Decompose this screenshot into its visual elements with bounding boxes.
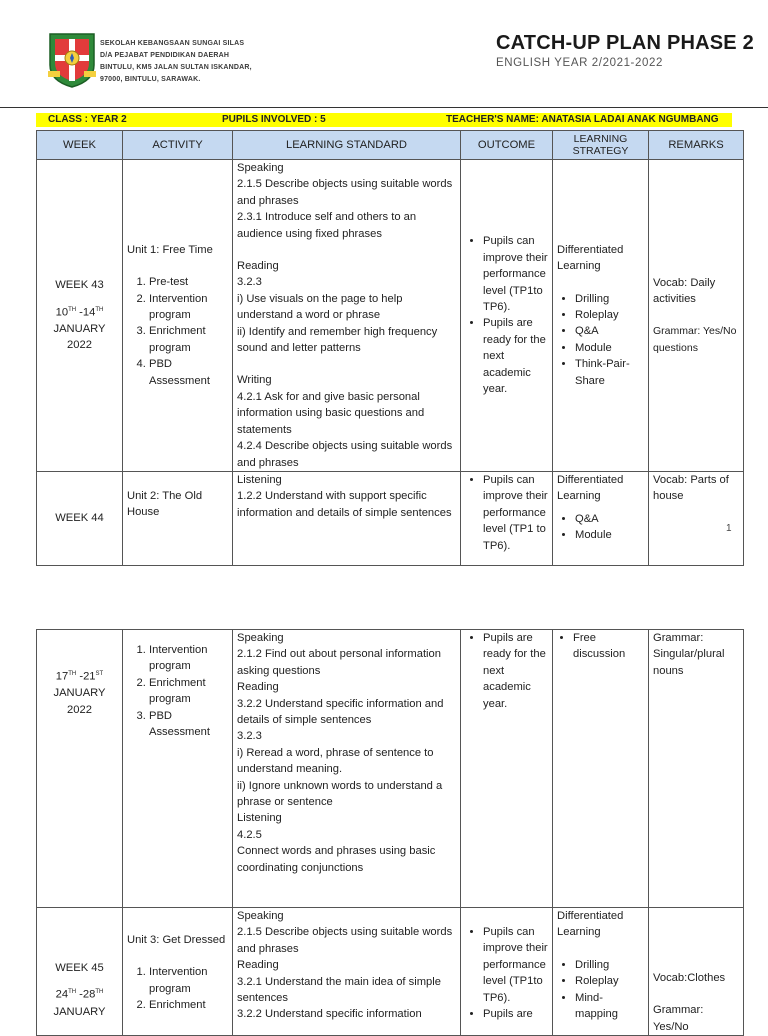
standard-heading: Speaking — [237, 162, 284, 174]
page-number: 1 — [726, 523, 732, 534]
standard-item: 2.1.5 Describe objects using suitable words and phrases — [237, 926, 453, 955]
list-item: • Drilling — [575, 291, 644, 307]
list-item: • Q&A — [575, 511, 644, 527]
week-dates: 17TH -21ST — [55, 670, 104, 683]
list-item: • Mind-mapping — [575, 990, 644, 1023]
strategy-cell — [553, 160, 649, 472]
list-item: 2. Enrichment — [149, 997, 228, 1013]
list-item: 2. Intervention program — [149, 291, 228, 324]
activity-cell — [123, 471, 233, 565]
remarks-cell — [649, 908, 744, 1036]
standard-cell — [233, 630, 461, 908]
activity-cell — [123, 630, 233, 908]
standard-item: 3.2.2 Understand specific information — [237, 1008, 422, 1021]
standard-item: Connect words and phrases using basic coordinating conjunctions — [237, 845, 436, 874]
activity-cell — [123, 908, 233, 1036]
standard-item: 2.1.5 Describe objects using suitable words and phrases — [237, 178, 453, 207]
outcome-cell — [461, 160, 553, 472]
header-divider — [0, 107, 768, 108]
week-cell — [37, 908, 123, 1036]
list-item: • Pupils are — [483, 1006, 548, 1022]
standard-item: 2.1.2 Find out about personal information asking questions — [237, 648, 441, 677]
list-item: • Pupils are ready for the next academic year. — [483, 315, 548, 397]
school-address — [100, 38, 252, 86]
remarks-grammar: Grammar: Singular/plural nouns — [653, 632, 725, 677]
activity-cell — [123, 160, 233, 472]
list-item: 3. Enrichment program — [149, 323, 228, 356]
week-cell — [37, 160, 123, 472]
outcome-list — [465, 924, 548, 1022]
table-row — [37, 160, 744, 472]
school-logo — [47, 31, 97, 89]
activity-title: Unit 3: Get Dressed — [127, 934, 226, 946]
strategy-list — [557, 511, 644, 544]
week-month: JANUARY — [53, 1005, 106, 1018]
list-item: • Roleplay — [575, 307, 644, 323]
week-label: WEEK 45 — [55, 962, 104, 974]
school-address-line: 97000, BINTULU, SARAWAK. — [100, 76, 201, 83]
standard-heading: Listening — [237, 473, 282, 486]
strategy-list — [557, 291, 644, 389]
standard-cell — [233, 160, 461, 472]
standard-item: 4.2.5 — [237, 828, 262, 841]
list-item: • Pupils are ready for the next academic year. — [483, 630, 548, 712]
column-header-remarks: REMARKS — [649, 131, 744, 160]
list-item: 1. Intervention program — [149, 642, 228, 675]
outcome-list — [465, 233, 548, 397]
strategy-list — [557, 957, 644, 1023]
standard-item: 3.2.2 Understand specific information and details of simple sentences — [237, 697, 444, 727]
standard-item: 3.2.1 Understand the main idea of simple sentences — [237, 975, 441, 1005]
document-title: CATCH-UP PLAN PHASE 2 — [496, 32, 754, 54]
outcome-cell — [461, 630, 553, 908]
week-dates: 24TH -28TH — [55, 989, 104, 1002]
remarks-cell — [649, 160, 744, 472]
list-item: • Q&A — [575, 323, 644, 339]
week-year: 2022 — [67, 703, 92, 716]
strategy-cell — [553, 471, 649, 565]
list-item: • Pupils can improve their performance level (TP1 to TP6). — [483, 472, 548, 554]
school-name: SEKOLAH KEBANGSAAN SUNGAI SILAS — [100, 40, 245, 47]
week-cell — [37, 630, 123, 908]
column-header-activity: ACTIVITY — [123, 131, 233, 160]
strategy-title: Differentiated Learning — [557, 243, 624, 273]
plan-table-page-1 — [36, 130, 744, 566]
activity-list — [127, 642, 228, 740]
strategy-list — [557, 630, 644, 663]
teacher-name: TEACHER'S NAME: ANATASIA LADAI ANAK NGUMBANG — [446, 114, 719, 125]
remarks-vocab: Vocab:Clothes — [653, 972, 726, 984]
outcome-list — [465, 472, 548, 554]
outcome-cell — [461, 908, 553, 1036]
standard-heading: Reading — [237, 681, 279, 694]
standard-heading: Speaking — [237, 910, 284, 922]
standard-heading: Speaking — [237, 632, 284, 644]
remarks-vocab: Vocab: Parts of house — [653, 473, 729, 503]
list-item: • Module — [575, 527, 644, 543]
standard-heading: Reading — [237, 260, 279, 273]
standard-cell — [233, 908, 461, 1036]
activity-list — [127, 964, 228, 1013]
class-label: CLASS : YEAR 2 — [48, 114, 127, 125]
remarks-cell — [649, 630, 744, 908]
standard-item: 1.2.2 Understand with support specific information and details of simple sentences — [237, 490, 452, 519]
activity-title: Unit 2: The Old House — [127, 489, 203, 519]
table-row — [37, 471, 744, 565]
table-row — [37, 630, 744, 908]
outcome-cell — [461, 471, 553, 565]
list-item: • Module — [575, 340, 644, 356]
school-address-line: D/A PEJABAT PENDIDIKAN DAERAH — [100, 52, 230, 59]
list-item: • Pupils can improve their performance level (TP1to TP6). — [483, 233, 548, 315]
list-item: • Pupils can improve their performance level (TP1to TP6). — [483, 924, 548, 1006]
standard-item: 4.2.1 Ask for and give basic personal information using basic questions and statements — [237, 390, 425, 436]
list-item: 4. PBD Assessment — [149, 356, 228, 389]
remarks-vocab: Vocab: Daily activities — [653, 276, 716, 306]
column-header-outcome: OUTCOME — [461, 131, 553, 160]
standard-heading: Writing — [237, 374, 272, 387]
week-label: WEEK 44 — [55, 512, 104, 525]
list-item: 1. Pre-test — [149, 274, 228, 290]
standard-item: i) Reread a word, phrase of sentence to understand meaning. — [237, 746, 434, 776]
standard-item: ii) Identify and remember high frequency sound and letter patterns — [237, 325, 438, 355]
standard-item: 2.3.1 Introduce self and others to an audience using fixed phrases — [237, 211, 417, 240]
week-month: JANUARY — [53, 687, 106, 700]
list-item: 1. Intervention program — [149, 964, 228, 997]
remarks-grammar: Grammar: Yes/No — [653, 1004, 704, 1033]
list-item: • Drilling — [575, 957, 644, 973]
list-item: • Roleplay — [575, 973, 644, 989]
standard-item: 3.2.3 — [237, 276, 262, 289]
standard-heading: Reading — [237, 959, 279, 972]
list-item: 2. Enrichment program — [149, 675, 228, 708]
table-header-row — [37, 131, 744, 160]
pupils-involved: PUPILS INVOLVED : 5 — [222, 114, 326, 125]
school-address-line: BINTULU, KM5 JALAN SULTAN ISKANDAR, — [100, 64, 252, 71]
standard-item: i) Use visuals on the page to help understand a word or phrase — [237, 292, 403, 322]
week-label: WEEK 43 — [55, 279, 104, 292]
table-row — [37, 908, 744, 1036]
strategy-cell — [553, 908, 649, 1036]
strategy-title: Differentiated Learning — [557, 473, 624, 503]
strategy-title: Differentiated Learning — [557, 910, 624, 939]
remarks-grammar: Grammar: Yes/No questions — [653, 325, 737, 354]
outcome-list — [465, 630, 548, 712]
list-item: • Free discussion — [573, 630, 644, 663]
plan-table-page-2 — [36, 629, 744, 1036]
class-info-bar — [36, 113, 732, 127]
column-header-strategy: LEARNING STRATEGY — [553, 131, 649, 160]
standard-item: 3.2.3 — [237, 730, 262, 743]
remarks-cell — [649, 471, 744, 565]
standard-heading: Listening — [237, 812, 282, 825]
activity-list — [127, 274, 228, 389]
week-month: JANUARY — [53, 322, 106, 335]
week-dates: 10TH -14TH — [55, 306, 104, 319]
document-subtitle: ENGLISH YEAR 2/2021-2022 — [496, 57, 663, 69]
column-header-week: WEEK — [37, 131, 123, 160]
standard-cell — [233, 471, 461, 565]
standard-item: 4.2.4 Describe objects using suitable words and phrases — [237, 440, 453, 469]
standard-item: ii) Ignore unknown words to understand a phrase or sentence — [237, 779, 443, 809]
list-item: • Think-Pair-Share — [575, 356, 644, 389]
activity-title: Unit 1: Free Time — [127, 243, 213, 256]
list-item: 3. PBD Assessment — [149, 708, 228, 741]
week-cell — [37, 471, 123, 565]
week-year: 2022 — [67, 339, 92, 352]
strategy-cell — [553, 630, 649, 908]
column-header-standard: LEARNING STANDARD — [233, 131, 461, 160]
